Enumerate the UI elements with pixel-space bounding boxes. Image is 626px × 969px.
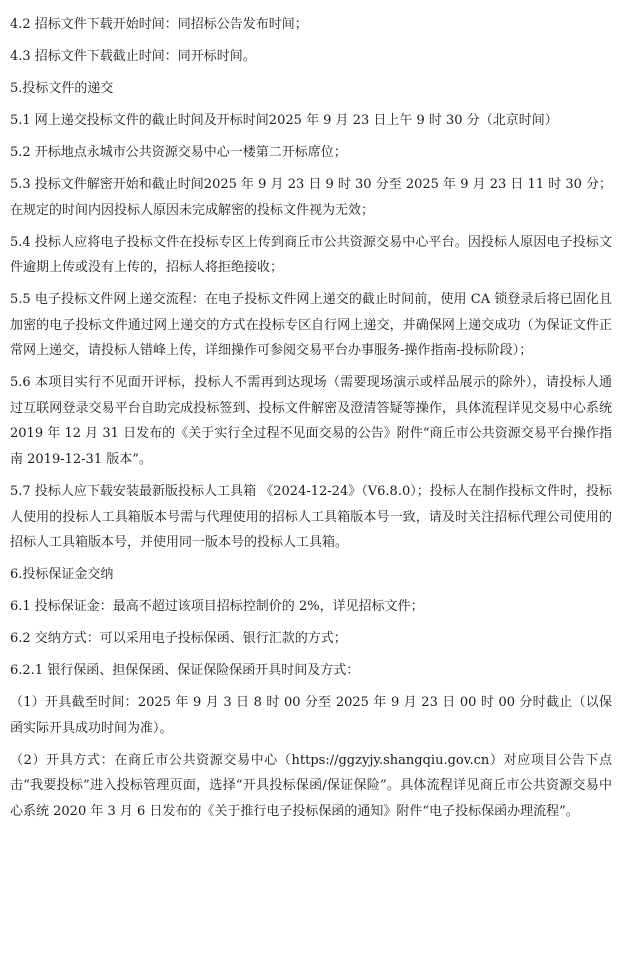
section-6-2: 6.2 交纳方式：可以采用电子投标保函、银行汇款的方式； <box>10 631 347 647</box>
section-6-heading: 6.投标保证金交纳 <box>10 567 114 583</box>
section-4-2: 4.2 招标文件下载开始时间：同招标公告发布时间； <box>10 17 308 32</box>
section-5-heading: 5.投标文件的递交 <box>10 80 114 96</box>
section-5-4: 5.4 投标人应将电子投标文件在投标专区上传到商丘市公共资源交易中心平台。因投标人原因电子投标文件逾期上传或没有上传的，招标人将拒绝接收； <box>10 234 612 276</box>
section-5-1: 5.1 网上递交投标文件的截止时间及开标时间2025 年 9 月 23 日上午 9 时 30 分（北京时间） <box>10 112 558 128</box>
section-6-1: 6.1 投标保证金：最高不超过该项目招标控制价的 2%，详见招标文件； <box>10 599 424 615</box>
section-5-3: 5.3 投标文件解密开始和截止时间2025 年 9 月 23 日 9 时 30 分至 2025 年 9 月 23 日 11 时 30 分；在规定的时间内因投标人原因未完成解密的投标文件视为无效； <box>10 176 613 218</box>
section-4-3: 4.3 招标文件下载截止时间：同开标时间。 <box>10 48 256 64</box>
section-5-2: 5.2 开标地点永城市公共资源交易中心一楼第二开标席位； <box>10 144 347 160</box>
section-5-5: 5.5 电子投标文件网上递交流程：在电子投标文件网上递交的截止时间前，使用 CA 锁登录后将已固化且加密的电子投标文件通过网上递交的方式在投标专区自行网上递交，并确保网上递交成功（为保证文件正常网上递交，请投标人错峰上传，详细操作可参阅交易平台办事服务-操作指南-投标阶段）； <box>10 292 612 359</box>
item-1-issue-deadline: （1）开具截至时间：2025 年 9 月 3 日 8 时 00 分至 2025 年 9 月 23 日 00 时 00 分时截止（以保函实际开具成功时间为准）。 <box>10 695 612 736</box>
section-6-2-1: 6.2.1 银行保函、担保保函、保证保险保函开具时间及方式： <box>10 663 360 679</box>
section-5-7: 5.7 投标人应下载安装最新版投标人工具箱 《2024-12-24》（V6.8.0）；投标人在制作投标文件时，投标人使用的投标人工具箱版本号需与代理使用的招标人工具箱版本号一致，请及时关注招标代理公司使用的招标人工具箱版本号，并使用同一版本号的投标人工具箱。 <box>10 484 612 551</box>
section-5-6: 5.6 本项目实行不见面开评标，投标人不需再到达现场（需要现场演示或样品展示的除外），请投标人通过互联网登录交易平台自助完成投标签到、投标文件解密及澄清答疑等操作，具体流程详见交易中心系统 2019 年 12 月 31 日发布的《关于实行全过程不见面交易的公告》附件“商丘市公共资源交易平台操作指南 2019-12-31 版本”。 <box>10 375 612 468</box>
item-2-issue-method: （2）开具方式：在商丘市公共资源交易中心（https://ggzyjy.shangqiu.gov.cn）对应项目公告下点击“我要投标”进入投标管理页面，选择“开具投标保函/保证保险”。具体流程详见商丘市公共资源交易中心系统 2020 年 3 月 6 日发布的《关于推行电子投标保函的通知》附件“电子投标保函办理流程”。 <box>10 752 612 819</box>
